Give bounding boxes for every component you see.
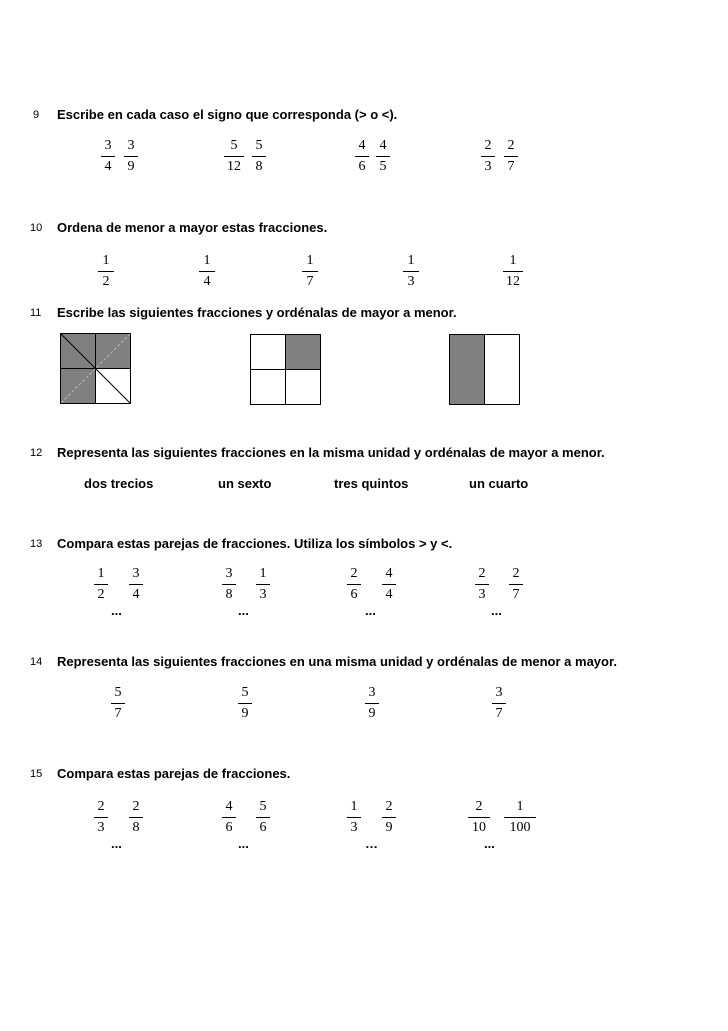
q14-fraction: 5 7 [111, 685, 125, 722]
q15-number: 15 [30, 768, 43, 780]
q13-fraction: 4 4 [382, 566, 396, 603]
q10-fraction: 1 2 [98, 253, 114, 290]
q10-fraction: 1 12 [503, 253, 523, 290]
q13-fraction: 3 4 [129, 566, 143, 603]
q13-answer-blank: ... [111, 603, 122, 618]
q10-fraction: 1 4 [199, 253, 215, 290]
q13-fraction: 2 7 [509, 566, 523, 603]
q13-fraction: 1 3 [256, 566, 270, 603]
q13-fraction: 2 6 [347, 566, 361, 603]
q12-text: Representa las siguientes fracciones en la misma unidad y ordénalas de mayor a menor. [57, 445, 605, 460]
q15-fraction: 5 6 [256, 799, 270, 836]
q11-diagram-quarters [250, 334, 322, 406]
q9-fraction: 5 8 [252, 138, 266, 175]
q9-fraction: 4 6 [355, 138, 369, 175]
q15-answer-blank: ... [238, 836, 249, 851]
q13-number: 13 [30, 538, 43, 550]
q13-fraction: 3 8 [222, 566, 236, 603]
q14-number: 14 [30, 656, 43, 668]
q10-text: Ordena de menor a mayor estas fracciones. [57, 220, 328, 235]
q15-text: Compara estas parejas de fracciones. [57, 766, 291, 781]
q9-fraction: 2 3 [481, 138, 495, 175]
q15-fraction: 2 8 [129, 799, 143, 836]
q12-word: tres quintos [334, 476, 409, 491]
q9-fraction: 3 9 [124, 138, 138, 175]
q14-fraction: 3 9 [365, 685, 379, 722]
q9-fraction: 4 5 [376, 138, 390, 175]
q13-fraction: 1 2 [94, 566, 108, 603]
q13-answer-blank: ... [238, 603, 249, 618]
q9-text: Escribe en cada caso el signo que corresponda (> o <). [57, 107, 398, 122]
q15-answer-blank: ... [484, 836, 495, 851]
q11-diagram-halves [449, 334, 521, 406]
q15-fraction: 1 3 [347, 799, 361, 836]
q15-fraction: 4 6 [222, 799, 236, 836]
q15-fraction: 2 3 [94, 799, 108, 836]
q9-fraction: 3 4 [101, 138, 115, 175]
q11-text: Escribe las siguientes fracciones y ordénalas de mayor a menor. [57, 305, 457, 320]
q14-fraction: 3 7 [492, 685, 506, 722]
q12-word: dos trecios [84, 476, 154, 491]
q9-fraction: 2 7 [504, 138, 518, 175]
q13-fraction: 2 3 [475, 566, 489, 603]
q14-text: Representa las siguientes fracciones en una misma unidad y ordénalas de menor a mayor. [57, 654, 617, 669]
q15-answer-blank: ... [111, 836, 122, 851]
q12-word: un sexto [218, 476, 272, 491]
q13-text: Compara estas parejas de fracciones. Utiliza los símbolos > y <. [57, 536, 453, 551]
q15-fraction: 2 10 [468, 799, 490, 836]
q10-fraction: 1 3 [403, 253, 419, 290]
q13-answer-blank: ... [491, 603, 502, 618]
q15-fraction: 2 9 [382, 799, 396, 836]
q10-fraction: 1 7 [302, 253, 318, 290]
q11-number: 11 [30, 307, 42, 319]
q11-diagram-triangles [60, 333, 132, 405]
q12-number: 12 [30, 447, 43, 459]
q9-fraction: 5 12 [224, 138, 244, 175]
q12-word: un cuarto [469, 476, 529, 491]
q14-fraction: 5 9 [238, 685, 252, 722]
q15-answer-blank: … [365, 836, 378, 851]
q10-number: 10 [30, 222, 43, 234]
q15-fraction: 1 100 [504, 799, 536, 836]
q9-number: 9 [33, 109, 40, 121]
q13-answer-blank: ... [365, 603, 376, 618]
